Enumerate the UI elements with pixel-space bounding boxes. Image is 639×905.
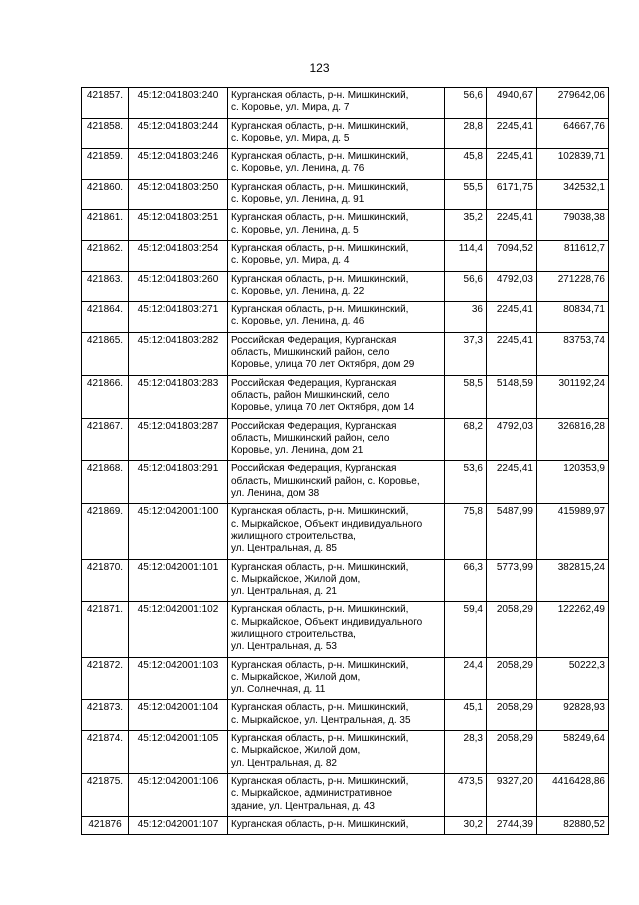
address-cell <box>228 210 445 241</box>
area-cell: 53,6 <box>445 461 487 504</box>
area-cell: 114,4 <box>445 240 487 271</box>
address-cell <box>228 504 445 559</box>
address-cell <box>228 700 445 731</box>
property-table <box>81 87 609 835</box>
cadastral-number-cell: 45:12:041803:291 <box>129 461 228 504</box>
area-cell: 28,3 <box>445 731 487 774</box>
specific-value-cell: 5148,59 <box>487 375 537 418</box>
address-line: Курганская область, р-н. Мишкинский, <box>231 304 409 316</box>
address-line: ул. Центральная, д. 21 <box>231 586 337 598</box>
specific-value-cell: 2058,29 <box>487 731 537 774</box>
cadastral-number-cell: 45:12:041803:283 <box>129 375 228 418</box>
row-number-cell: 421875. <box>82 773 129 816</box>
address-line: ул. Солнечная, д. 11 <box>231 684 326 696</box>
row-number-cell: 421866. <box>82 375 129 418</box>
cadastral-value-cell: 82880,52 <box>537 816 609 834</box>
cadastral-number-cell: 45:12:041803:246 <box>129 149 228 180</box>
table-row <box>82 118 609 149</box>
cadastral-number-cell: 45:12:041803:250 <box>129 179 228 210</box>
address-line: Курганская область, р-н. Мишкинский, <box>231 212 409 224</box>
address-cell <box>228 559 445 602</box>
address-line: ул. Центральная, д. 85 <box>231 543 337 555</box>
row-number-cell: 421872. <box>82 657 129 700</box>
address-line: Курганская область, р-н. Мишкинский, <box>231 242 409 254</box>
table-row <box>82 179 609 210</box>
table-row <box>82 559 609 602</box>
row-number-cell: 421862. <box>82 240 129 271</box>
address-line: с. Мыркайское, Объект индивидуального <box>231 518 423 530</box>
table-row <box>82 375 609 418</box>
area-cell: 58,5 <box>445 375 487 418</box>
area-cell: 30,2 <box>445 816 487 834</box>
table-row <box>82 88 609 119</box>
table-row <box>82 504 609 559</box>
address-cell <box>228 88 445 119</box>
address-line: здание, ул. Центральная, д. 43 <box>231 800 375 812</box>
row-number-cell: 421876 <box>82 816 129 834</box>
address-line: с. Мыркайское, Объект индивидуального <box>231 616 423 628</box>
address-line: Коровье, улица 70 лет Октября, дом 14 <box>231 402 415 414</box>
area-cell: 56,6 <box>445 88 487 119</box>
cadastral-number-cell: 45:12:042001:102 <box>129 602 228 657</box>
specific-value-cell: 2744,39 <box>487 816 537 834</box>
cadastral-value-cell: 102839,71 <box>537 149 609 180</box>
table-row <box>82 731 609 774</box>
address-line: область, Мишкинский район, с. Коровье, <box>231 475 420 487</box>
address-line: ул. Ленина, дом 38 <box>231 488 320 500</box>
cadastral-value-cell: 120353,9 <box>537 461 609 504</box>
row-number-cell: 421863. <box>82 271 129 302</box>
specific-value-cell: 2058,29 <box>487 657 537 700</box>
address-line: с. Коровье, ул. Мира, д. 5 <box>231 132 350 144</box>
address-line: Курганская область, р-н. Мишкинский, <box>231 181 409 193</box>
specific-value-cell: 4792,03 <box>487 271 537 302</box>
address-line: с. Мыркайское, ул. Центральная, д. 35 <box>231 714 411 726</box>
cadastral-number-cell: 45:12:041803:287 <box>129 418 228 461</box>
address-cell <box>228 657 445 700</box>
address-line: с. Коровье, ул. Ленина, д. 76 <box>231 163 365 175</box>
table-row <box>82 149 609 180</box>
row-number-cell: 421865. <box>82 332 129 375</box>
row-number-cell: 421874. <box>82 731 129 774</box>
cadastral-value-cell: 92828,93 <box>537 700 609 731</box>
table-row <box>82 657 609 700</box>
specific-value-cell: 2245,41 <box>487 461 537 504</box>
area-cell: 68,2 <box>445 418 487 461</box>
address-cell <box>228 418 445 461</box>
cadastral-number-cell: 45:12:042001:106 <box>129 773 228 816</box>
row-number-cell: 421859. <box>82 149 129 180</box>
row-number-cell: 421858. <box>82 118 129 149</box>
address-line: Курганская область, р-н. Мишкинский, <box>231 733 409 745</box>
row-number-cell: 421869. <box>82 504 129 559</box>
specific-value-cell: 2245,41 <box>487 210 537 241</box>
cadastral-value-cell: 50222,3 <box>537 657 609 700</box>
cadastral-value-cell: 326816,28 <box>537 418 609 461</box>
row-number-cell: 421867. <box>82 418 129 461</box>
address-cell <box>228 773 445 816</box>
address-cell <box>228 118 445 149</box>
address-cell <box>228 375 445 418</box>
address-line: Российская Федерация, Курганская <box>231 377 397 389</box>
table-row <box>82 302 609 333</box>
cadastral-value-cell: 122262,49 <box>537 602 609 657</box>
cadastral-value-cell: 279642,06 <box>537 88 609 119</box>
address-line: ул. Центральная, д. 82 <box>231 757 337 769</box>
address-cell <box>228 602 445 657</box>
address-line: Российская Федерация, Курганская <box>231 420 397 432</box>
specific-value-cell: 2245,41 <box>487 118 537 149</box>
address-line: область, Мишкинский район, село <box>231 432 390 444</box>
address-line: Коровье, ул. Ленина, дом 21 <box>231 445 364 457</box>
address-line: Курганская область, р-н. Мишкинский, <box>231 506 409 518</box>
cadastral-number-cell: 45:12:042001:104 <box>129 700 228 731</box>
table-row <box>82 816 609 834</box>
area-cell: 37,3 <box>445 332 487 375</box>
address-line: Курганская область, р-н. Мишкинский, <box>231 702 409 714</box>
address-line: с. Коровье, ул. Ленина, д. 46 <box>231 316 365 328</box>
area-cell: 75,8 <box>445 504 487 559</box>
address-line: с. Коровье, ул. Мира, д. 7 <box>231 102 350 114</box>
address-line: с. Коровье, ул. Ленина, д. 22 <box>231 285 365 297</box>
table-row <box>82 210 609 241</box>
property-table-body <box>82 88 609 835</box>
specific-value-cell: 7094,52 <box>487 240 537 271</box>
address-line: Курганская область, р-н. Мишкинский, <box>231 561 409 573</box>
cadastral-value-cell: 342532,1 <box>537 179 609 210</box>
address-cell <box>228 149 445 180</box>
address-line: Курганская область, р-н. Мишкинский, <box>231 604 409 616</box>
specific-value-cell: 2245,41 <box>487 149 537 180</box>
address-cell <box>228 302 445 333</box>
cadastral-number-cell: 45:12:041803:271 <box>129 302 228 333</box>
address-line: Российская Федерация, Курганская <box>231 334 397 346</box>
address-line: Российская Федерация, Курганская <box>231 463 397 475</box>
specific-value-cell: 4940,67 <box>487 88 537 119</box>
cadastral-value-cell: 271228,76 <box>537 271 609 302</box>
address-cell <box>228 240 445 271</box>
table-row <box>82 461 609 504</box>
address-cell <box>228 332 445 375</box>
cadastral-value-cell: 58249,64 <box>537 731 609 774</box>
address-line: область, Мишкинский район, село <box>231 347 390 359</box>
address-line: Коровье, улица 70 лет Октября, дом 29 <box>231 359 415 371</box>
cadastral-number-cell: 45:12:041803:240 <box>129 88 228 119</box>
address-line: жилищного строительства, <box>231 628 356 640</box>
row-number-cell: 421860. <box>82 179 129 210</box>
address-line: область, район Мишкинский, село <box>231 389 390 401</box>
address-cell <box>228 816 445 834</box>
cadastral-value-cell: 79038,38 <box>537 210 609 241</box>
cadastral-value-cell: 382815,24 <box>537 559 609 602</box>
cadastral-value-cell: 4416428,86 <box>537 773 609 816</box>
specific-value-cell: 2058,29 <box>487 602 537 657</box>
address-line: с. Коровье, ул. Ленина, д. 5 <box>231 224 359 236</box>
table-row <box>82 332 609 375</box>
cadastral-value-cell: 64667,76 <box>537 118 609 149</box>
address-line: с. Коровье, ул. Мира, д. 4 <box>231 255 350 267</box>
area-cell: 45,8 <box>445 149 487 180</box>
area-cell: 28,8 <box>445 118 487 149</box>
area-cell: 473,5 <box>445 773 487 816</box>
page-number: 123 <box>309 61 330 75</box>
area-cell: 56,6 <box>445 271 487 302</box>
row-number-cell: 421864. <box>82 302 129 333</box>
address-line: жилищного строительства, <box>231 530 356 542</box>
address-line: Курганская область, р-н. Мишкинский, <box>231 120 409 132</box>
address-line: с. Мыркайское, Жилой дом, <box>231 745 361 757</box>
specific-value-cell: 5773,99 <box>487 559 537 602</box>
address-line: с. Мыркайское, Жилой дом, <box>231 573 361 585</box>
row-number-cell: 421857. <box>82 88 129 119</box>
address-line: Курганская область, р-н. Мишкинский, <box>231 273 409 285</box>
address-line: Курганская область, р-н. Мишкинский, <box>231 818 409 830</box>
cadastral-number-cell: 45:12:041803:260 <box>129 271 228 302</box>
table-row <box>82 700 609 731</box>
area-cell: 24,4 <box>445 657 487 700</box>
address-cell <box>228 731 445 774</box>
address-line: с. Коровье, ул. Ленина, д. 91 <box>231 194 365 206</box>
address-line: с. Мыркайское, Жилой дом, <box>231 671 361 683</box>
specific-value-cell: 6171,75 <box>487 179 537 210</box>
cadastral-number-cell: 45:12:041803:282 <box>129 332 228 375</box>
area-cell: 66,3 <box>445 559 487 602</box>
address-line: ул. Центральная, д. 53 <box>231 641 337 653</box>
row-number-cell: 421871. <box>82 602 129 657</box>
cadastral-value-cell: 83753,74 <box>537 332 609 375</box>
address-cell <box>228 271 445 302</box>
cadastral-number-cell: 45:12:042001:100 <box>129 504 228 559</box>
row-number-cell: 421870. <box>82 559 129 602</box>
specific-value-cell: 2245,41 <box>487 302 537 333</box>
cadastral-value-cell: 301192,24 <box>537 375 609 418</box>
table-row <box>82 240 609 271</box>
specific-value-cell: 2245,41 <box>487 332 537 375</box>
table-row <box>82 271 609 302</box>
cadastral-number-cell: 45:12:042001:103 <box>129 657 228 700</box>
table-row <box>82 602 609 657</box>
area-cell: 36 <box>445 302 487 333</box>
cadastral-value-cell: 80834,71 <box>537 302 609 333</box>
area-cell: 59,4 <box>445 602 487 657</box>
row-number-cell: 421868. <box>82 461 129 504</box>
row-number-cell: 421861. <box>82 210 129 241</box>
cadastral-number-cell: 45:12:041803:254 <box>129 240 228 271</box>
specific-value-cell: 4792,03 <box>487 418 537 461</box>
address-line: с. Мыркайское, административное <box>231 788 393 800</box>
cadastral-number-cell: 45:12:041803:244 <box>129 118 228 149</box>
cadastral-number-cell: 45:12:042001:107 <box>129 816 228 834</box>
area-cell: 55,5 <box>445 179 487 210</box>
area-cell: 45,1 <box>445 700 487 731</box>
table-row <box>82 418 609 461</box>
address-line: Курганская область, р-н. Мишкинский, <box>231 659 409 671</box>
table-row <box>82 773 609 816</box>
specific-value-cell: 9327,20 <box>487 773 537 816</box>
cadastral-number-cell: 45:12:041803:251 <box>129 210 228 241</box>
address-cell <box>228 461 445 504</box>
cadastral-number-cell: 45:12:042001:101 <box>129 559 228 602</box>
cadastral-value-cell: 811612,7 <box>537 240 609 271</box>
address-line: Курганская область, р-н. Мишкинский, <box>231 151 409 163</box>
address-line: Курганская область, р-н. Мишкинский, <box>231 90 409 101</box>
specific-value-cell: 5487,99 <box>487 504 537 559</box>
specific-value-cell: 2058,29 <box>487 700 537 731</box>
address-cell <box>228 179 445 210</box>
row-number-cell: 421873. <box>82 700 129 731</box>
address-line: Курганская область, р-н. Мишкинский, <box>231 775 409 787</box>
cadastral-value-cell: 415989,97 <box>537 504 609 559</box>
area-cell: 35,2 <box>445 210 487 241</box>
cadastral-number-cell: 45:12:042001:105 <box>129 731 228 774</box>
